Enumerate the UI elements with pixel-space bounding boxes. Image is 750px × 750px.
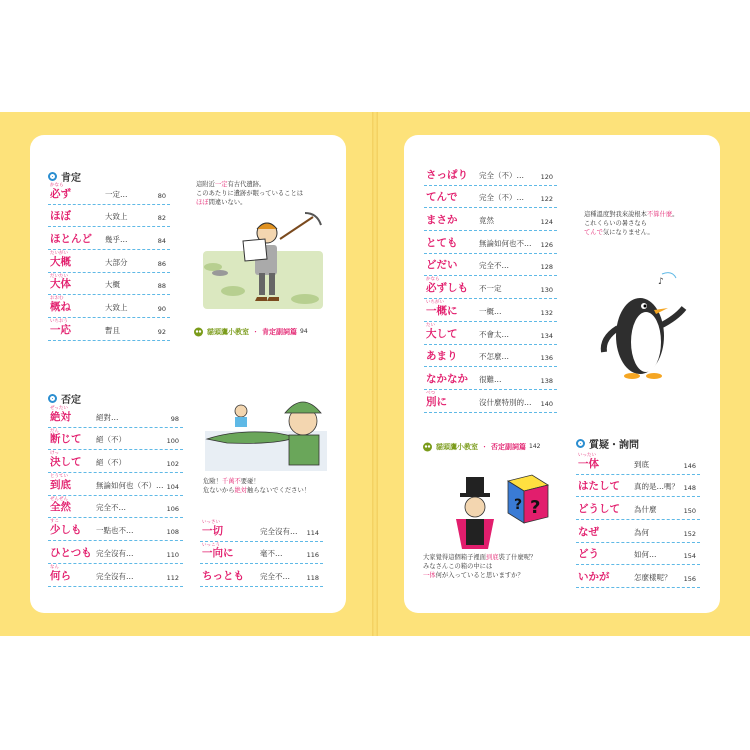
adverb-meaning: 完全不…	[479, 261, 509, 271]
adverb-meaning: 真的是…嗎？	[634, 482, 679, 492]
adverb-word: とても	[426, 236, 458, 249]
adverb-meaning: 完全（不）…	[479, 170, 524, 180]
adverb-word: ほぼ	[50, 210, 71, 223]
adverb-word: 絶対	[50, 410, 71, 423]
adverb-meaning: 如何…	[634, 550, 657, 560]
adverb-row[interactable]	[424, 254, 557, 277]
word-ruby: すこ	[50, 519, 59, 525]
page-number: 122	[540, 195, 553, 204]
page-number: 92	[157, 327, 166, 336]
adverb-row[interactable]	[48, 273, 170, 296]
adverb-meaning: 無論如何也不…	[479, 238, 532, 248]
circle-icon	[48, 394, 57, 403]
adverb-meaning: 絕對…	[96, 412, 119, 422]
adverb-row[interactable]	[424, 345, 557, 368]
archaeologist-illustration	[195, 211, 330, 323]
adverb-word: 到底	[50, 478, 71, 491]
adverb-row[interactable]	[48, 450, 183, 473]
adverb-word: 必ず	[50, 187, 71, 200]
page-number: 82	[157, 214, 166, 223]
adverb-word: 大して	[426, 327, 458, 340]
word-ruby: おおむ	[50, 296, 64, 302]
adverb-word: 何ら	[50, 569, 71, 582]
svg-text:♪: ♪	[658, 277, 664, 287]
adverb-row[interactable]	[48, 541, 183, 564]
adverb-meaning: 絕（不）	[96, 435, 126, 445]
adverb-meaning: 大致上	[105, 212, 128, 222]
adverb-row[interactable]	[424, 390, 557, 413]
negate-cont-example: 這種溫度對我來說根本不算什麼。 これくらいの暑さなら てんで気になりません。	[584, 211, 679, 236]
adverb-word: 別に	[426, 395, 447, 408]
word-ruby: ぜったい	[50, 406, 68, 411]
page-number: 108	[166, 528, 179, 537]
word-ruby: かなら	[50, 183, 64, 188]
question-example: 大家覺得這個箱子裡面到底裝了什麼呢？ みなさんこの箱の中には 一体何が入っていると思いますか？	[423, 554, 537, 579]
page-number: 156	[683, 575, 696, 584]
page-number: 130	[540, 286, 553, 295]
page-number: 84	[157, 237, 166, 246]
adverb-row[interactable]	[576, 497, 700, 520]
page-number: 138	[540, 376, 553, 385]
adverb-meaning: 不一定	[479, 284, 502, 294]
adverb-row[interactable]	[48, 250, 170, 273]
page-number: 140	[540, 399, 553, 408]
page-number: 116	[306, 551, 319, 560]
adverb-meaning: 為什麼	[634, 505, 657, 515]
adverb-meaning: 不會太…	[479, 329, 509, 339]
word-ruby: けっ	[50, 451, 59, 457]
adverb-meaning: 暫且	[105, 325, 120, 335]
right-page	[404, 135, 720, 613]
adverb-row[interactable]	[48, 227, 170, 250]
owl-lesson-affirm[interactable]: 貓頭鷹小教室 ・ 肯定副詞篇 94	[193, 326, 308, 337]
page-number: 80	[157, 191, 166, 200]
adverb-row[interactable]	[424, 163, 557, 186]
adverb-row[interactable]	[48, 473, 183, 496]
adverb-meaning: 毫不…	[260, 549, 283, 559]
word-ruby: いったい	[578, 453, 596, 458]
crocodile-illustration	[205, 391, 327, 471]
adverb-meaning: 一概…	[479, 306, 502, 316]
adverb-meaning: 大概	[105, 280, 120, 290]
adverb-row[interactable]	[48, 564, 183, 587]
adverb-meaning: 為何	[634, 527, 649, 537]
adverb-row[interactable]	[576, 565, 700, 588]
adverb-word: てんで	[426, 191, 458, 204]
word-ruby: いちがい	[426, 300, 444, 306]
page-number: 126	[540, 240, 553, 249]
svg-text:?: ?	[514, 497, 523, 513]
page-number: 152	[683, 529, 696, 538]
adverb-meaning: 完全沒有…	[96, 571, 134, 581]
circle-icon	[576, 439, 585, 448]
negate-example: 危險！千萬不要碰！ 危ないから絶対触らないでください！	[203, 478, 311, 494]
word-ruby: とうてい	[50, 474, 68, 480]
page-number: 118	[306, 574, 319, 583]
adverb-row[interactable]	[424, 186, 557, 209]
page-number: 100	[166, 437, 179, 446]
word-ruby: かなら	[426, 277, 440, 283]
owl-lesson-negate[interactable]: 貓頭鷹小教室 ・ 否定副詞篇 142	[422, 441, 540, 452]
adverb-word: 一概に	[426, 304, 458, 317]
adverb-word: なかなか	[426, 372, 468, 385]
adverb-word: どうして	[578, 503, 620, 516]
adverb-word: 大体	[50, 278, 71, 291]
adverb-meaning: 不怎麼…	[479, 352, 509, 362]
page-number: 150	[683, 507, 696, 516]
adverb-meaning: 完全沒有…	[260, 526, 298, 536]
adverb-word: ひとつも	[50, 546, 92, 559]
adverb-word: ほとんど	[50, 233, 92, 246]
penguin-illustration	[598, 268, 698, 388]
page-number: 132	[540, 308, 553, 317]
adverb-row[interactable]	[48, 405, 183, 428]
adverb-word: あまり	[426, 350, 458, 363]
page-number: 110	[166, 550, 179, 559]
adverb-word: 断じて	[50, 433, 82, 446]
adverb-meaning: 怎麼樣呢？	[634, 573, 672, 583]
adverb-word: 一向に	[202, 547, 234, 560]
adverb-word: どだい	[426, 259, 458, 272]
owl-icon	[422, 441, 433, 452]
adverb-word: どう	[578, 548, 599, 561]
adverb-row[interactable]	[424, 276, 557, 299]
adverb-row[interactable]	[48, 496, 183, 519]
word-ruby: だいたい	[50, 273, 68, 279]
adverb-word: 全然	[50, 501, 71, 514]
adverb-row[interactable]	[576, 452, 700, 475]
adverb-word: さっぱり	[426, 168, 468, 181]
adverb-meaning: 一定…	[105, 189, 128, 199]
page-number: 90	[157, 305, 166, 314]
adverb-word: 一切	[202, 524, 223, 537]
word-ruby: たいがい	[50, 251, 68, 257]
page-number: 104	[166, 482, 179, 491]
adverb-row[interactable]	[424, 322, 557, 345]
adverb-row[interactable]	[48, 295, 170, 318]
magician-illustration	[444, 473, 550, 557]
adverb-row[interactable]	[576, 475, 700, 498]
adverb-row[interactable]	[200, 519, 323, 542]
adverb-row[interactable]	[576, 543, 700, 566]
page-number: 102	[166, 460, 179, 469]
page-number: 154	[683, 552, 696, 561]
adverb-word: なぜ	[578, 525, 599, 538]
adverb-word: はたして	[578, 480, 620, 493]
book-fold	[372, 112, 378, 636]
word-ruby: なん	[50, 564, 59, 570]
circle-icon	[48, 172, 57, 181]
adverb-row[interactable]	[200, 564, 323, 587]
adverb-meaning: 完全（不）…	[479, 193, 524, 203]
adverb-meaning: 幾乎…	[105, 235, 128, 245]
adverb-meaning: 很難…	[479, 374, 502, 384]
page-number: 148	[683, 484, 696, 493]
word-ruby: べつ	[426, 390, 435, 396]
adverb-row[interactable]	[424, 367, 557, 390]
adverb-word: 概ね	[50, 301, 71, 314]
page-number: 88	[157, 282, 166, 291]
adverb-meaning: 一點也不…	[96, 526, 134, 536]
negate-adverb-list-3	[424, 163, 557, 413]
adverb-word: 少しも	[50, 524, 82, 537]
adverb-word: まさか	[426, 214, 458, 227]
word-ruby: だん	[50, 428, 59, 434]
word-ruby: たい	[426, 322, 435, 328]
adverb-meaning: 沒什麼特別的…	[479, 397, 532, 407]
adverb-row[interactable]	[424, 231, 557, 254]
page-number: 114	[306, 528, 319, 537]
page-number: 136	[540, 354, 553, 363]
adverb-meaning: 到底	[634, 459, 649, 469]
owl-icon	[193, 326, 204, 337]
adverb-row[interactable]	[424, 208, 557, 231]
page-number: 98	[170, 414, 179, 423]
adverb-word: 必ずしも	[426, 282, 468, 295]
page-number: 146	[683, 461, 696, 470]
negate-adverb-list-2	[200, 519, 323, 587]
section-header-negate: 否定	[48, 391, 81, 406]
adverb-meaning: 無論如何也（不）…	[96, 480, 164, 490]
negate-adverb-list	[48, 405, 183, 587]
adverb-meaning: 完全沒有…	[96, 548, 134, 558]
page-number: 134	[540, 331, 553, 340]
adverb-row[interactable]	[200, 542, 323, 565]
page-number: 120	[540, 172, 553, 181]
adverb-row[interactable]	[48, 205, 170, 228]
adverb-word: 一体	[578, 457, 599, 470]
adverb-meaning: 完全不…	[260, 572, 290, 582]
adverb-meaning: 完全不…	[96, 503, 126, 513]
adverb-meaning: 絕（不）	[96, 458, 126, 468]
adverb-row[interactable]	[48, 518, 183, 541]
adverb-word: 大概	[50, 255, 71, 268]
page-number: 128	[540, 263, 553, 272]
adverb-word: 決して	[50, 456, 82, 469]
adverb-row[interactable]	[576, 520, 700, 543]
adverb-word: 一応	[50, 323, 71, 336]
adverb-row[interactable]	[48, 318, 170, 341]
affirm-example: 這附近一定有古代遺跡。 このあたりに遺跡が眠っていることは ほぼ間違いない。	[196, 181, 304, 206]
question-adverb-list	[576, 452, 700, 588]
adverb-word: ちっとも	[202, 570, 244, 583]
adverb-word: いかが	[578, 571, 610, 584]
adverb-meaning: 大部分	[105, 257, 128, 267]
section-header-affirm: 肯定	[48, 169, 81, 184]
word-ruby: いっこう	[202, 542, 220, 548]
word-ruby: いちおう	[50, 319, 68, 325]
adverb-row[interactable]	[424, 299, 557, 322]
affirm-adverb-list	[48, 182, 170, 341]
word-ruby: ぜんぜん	[50, 496, 68, 502]
word-ruby: いっさい	[202, 520, 220, 525]
adverb-meaning: 竟然	[479, 216, 494, 226]
left-page	[30, 135, 346, 613]
page-number: 124	[540, 218, 553, 227]
book-spread	[0, 112, 750, 636]
section-header-question: 質疑・詢問	[576, 436, 639, 451]
svg-text:?: ?	[530, 497, 541, 518]
adverb-row[interactable]	[48, 182, 170, 205]
adverb-row[interactable]	[48, 428, 183, 451]
adverb-meaning: 大致上	[105, 303, 128, 313]
page-number: 106	[166, 505, 179, 514]
page-number: 112	[166, 573, 179, 582]
page-number: 86	[157, 259, 166, 268]
